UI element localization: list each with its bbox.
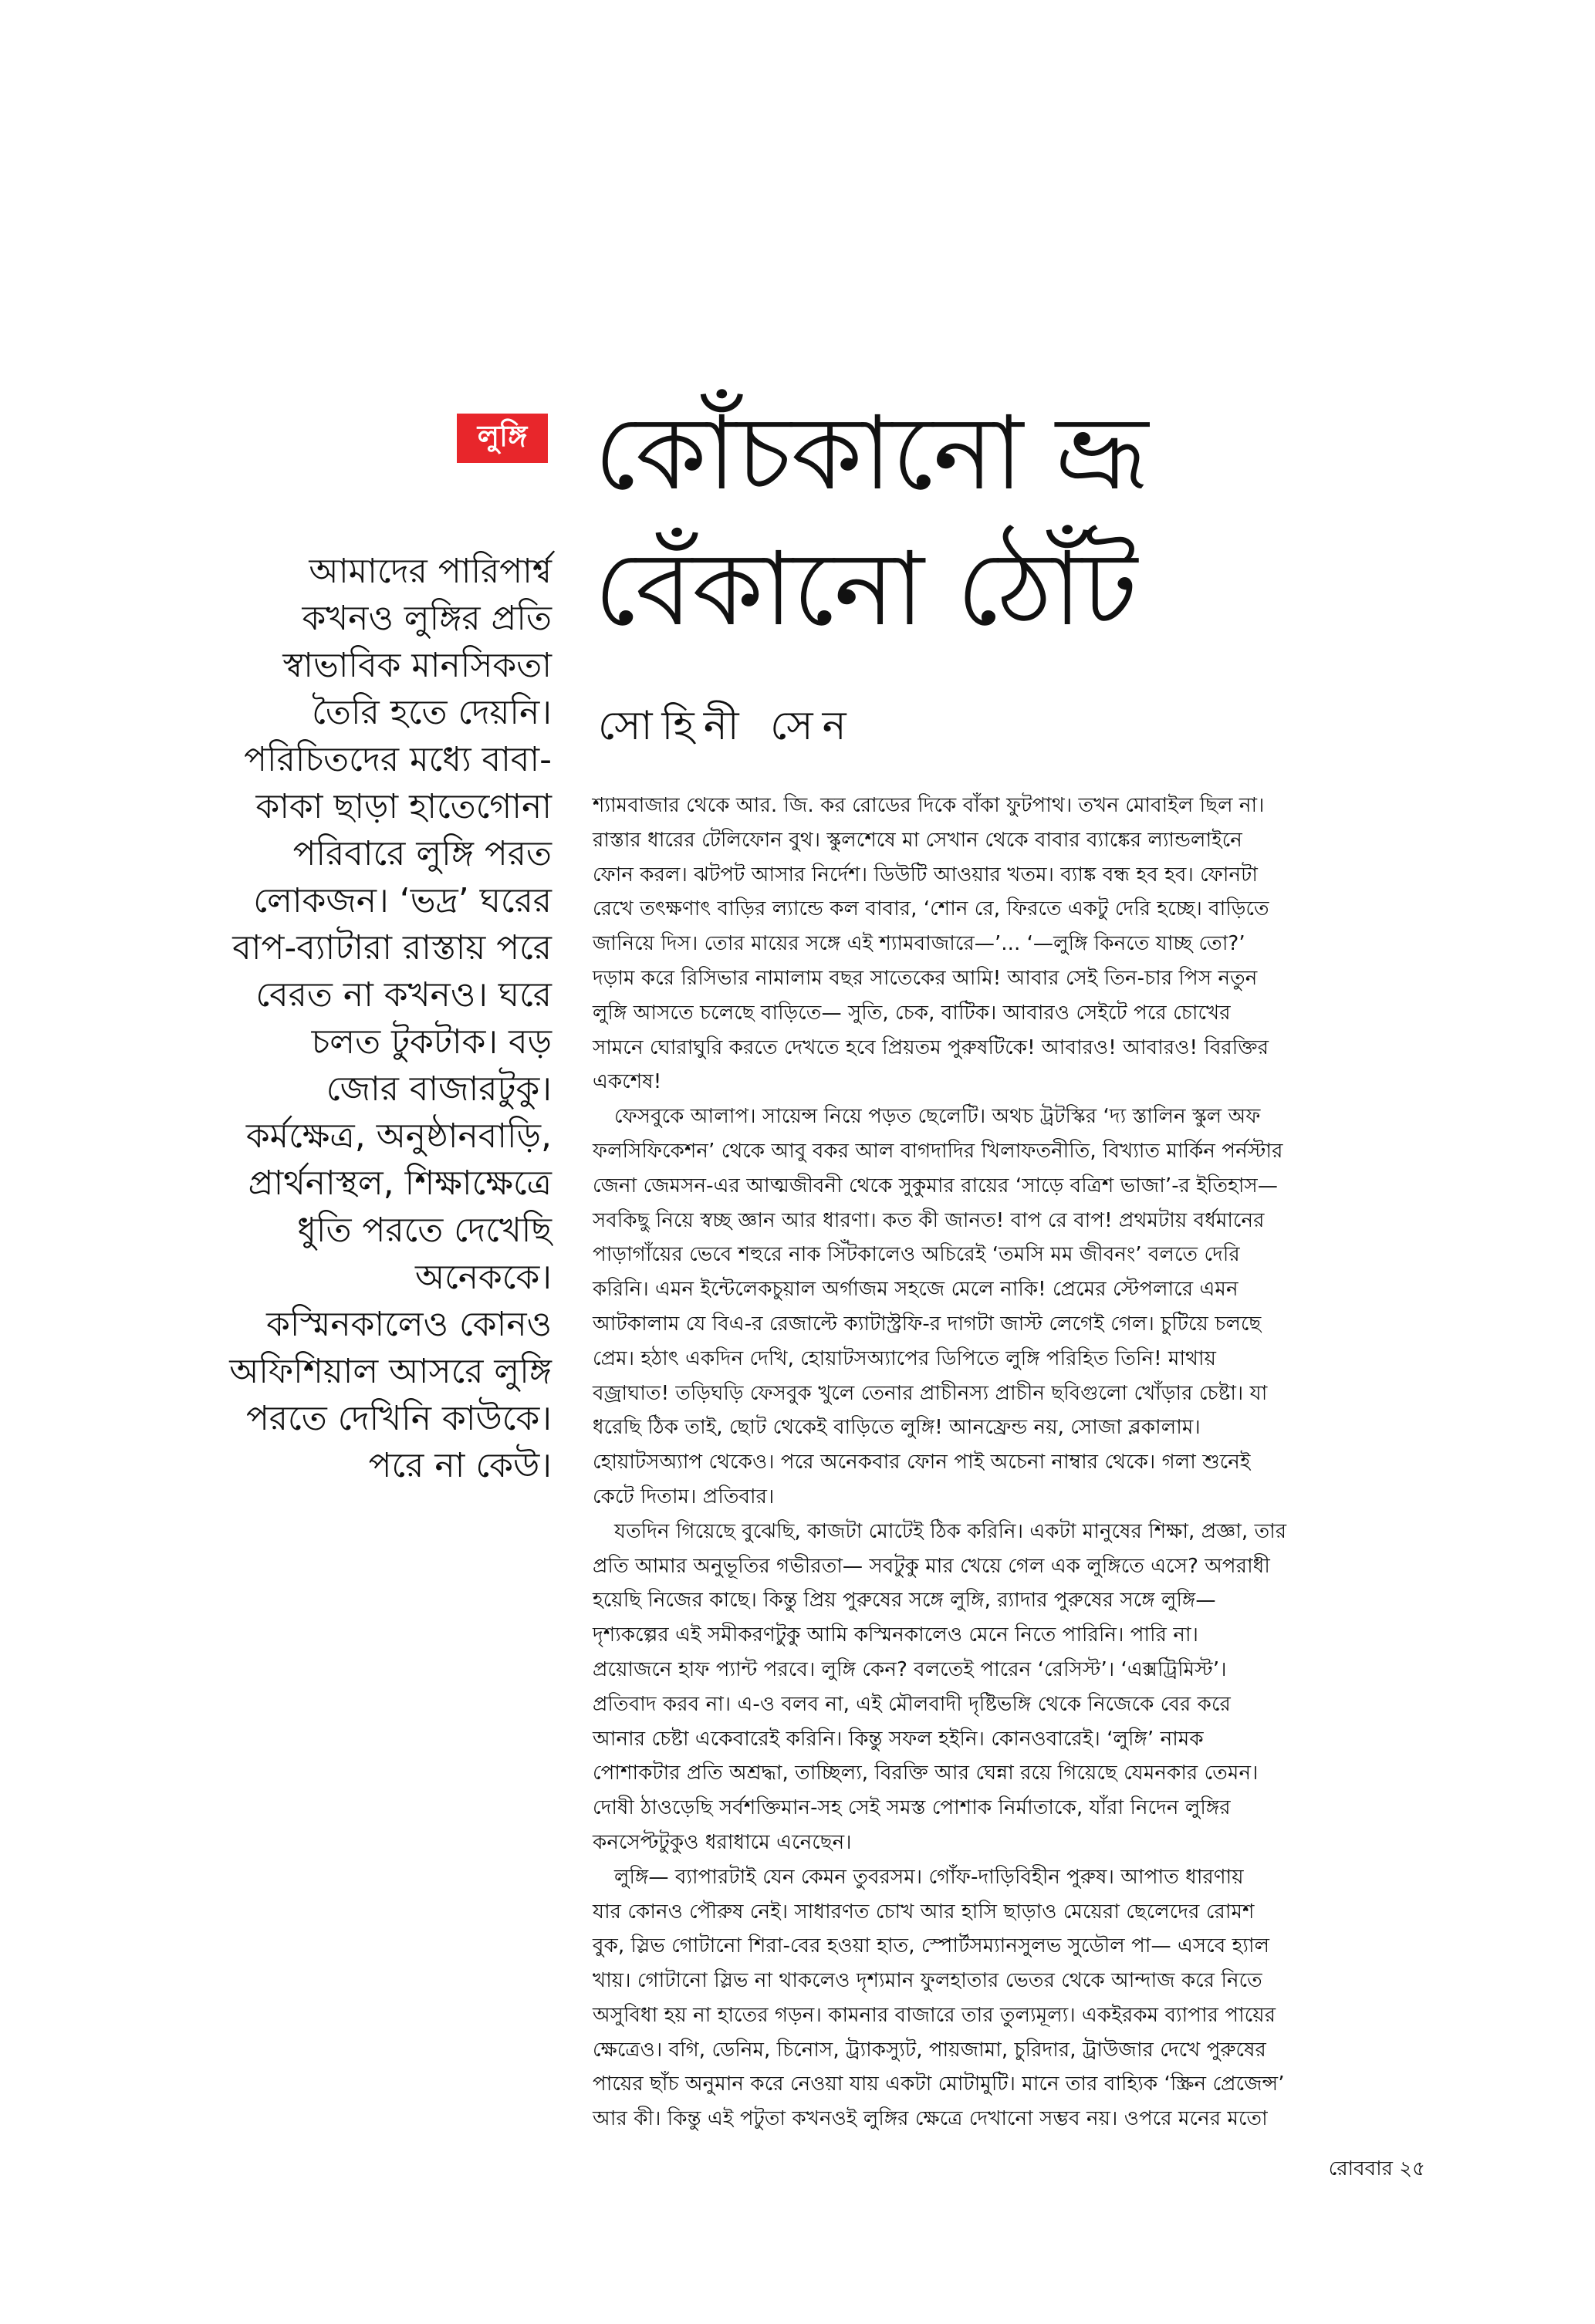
body-line: জেনা জেমসন-এর আত্মজীবনী থেকে সুকুমার রায়ের ‘সাড়ে বত্রিশ ভাজা’-র ইতিহাস— xyxy=(593,1174,1278,1197)
headline xyxy=(594,386,1505,657)
pull-quote-line: কখনও লুঙ্গির প্রতি xyxy=(302,599,552,638)
body-line: রাস্তার ধারের টেলিফোন বুথ। স্কুলশেষে মা সেখান থেকে বাবার ব্যাঙ্কের ল্যান্ডলাইনে xyxy=(593,828,1242,852)
body-line: সামনে ঘোরাঘুরি করতে দেখতে হবে প্রিয়তম পুরুষটিকে! আবারও! আবারও! বিরক্তির xyxy=(593,1035,1269,1059)
body-line: দোষী ঠাওড়েছি সর্বশক্তিমান-সহ সেই সমস্ত পোশাক নির্মাতাকে, যাঁরা নিদেন লুঙ্গির xyxy=(593,1796,1231,1820)
pull-quote-line: কাকা ছাড়া হাতেগোনা xyxy=(255,787,552,826)
pull-quote-line: পরে না কেউ। xyxy=(368,1446,552,1485)
body-line: দৃশ্যকল্পের এই সমীকরণটুকু আমি কস্মিনকালেও মেনে নিতে পারিনি। পারি না। xyxy=(593,1623,1198,1647)
pull-quote-line: বেরত না কখনও। ঘরে xyxy=(255,975,552,1015)
pull-quote-line: বাপ-ব্যাটারা রাস্তায় পরে xyxy=(232,928,552,968)
body-line: লুঙ্গি আসতে চলেছে বাড়িতে— সুতি, চেক, বাটিক। আবারও সেইটে পরে চোখের xyxy=(593,1001,1231,1025)
body-line: সবকিছু নিয়ে স্বচ্ছ জ্ঞান আর ধারণা। কত কী জানত! বাপ রে বাপ! প্রথমটায় বর্ধমানের xyxy=(593,1208,1265,1232)
pull-quote xyxy=(150,548,552,1489)
body-line: ক্ষেত্রেও। বগি, ডেনিম, চিনোস, ট্র্যাকস্যুট, পায়জামা, চুরিদার, ট্রাউজার দেখে পুরুষের xyxy=(593,2038,1266,2062)
pull-quote-line: জোর বাজারটুকু। xyxy=(326,1069,552,1109)
pull-quote-line: কর্মক্ষেত্র, অনুষ্ঠানবাড়ি, xyxy=(245,1116,552,1156)
body-line: রেখে তৎক্ষণাৎ বাড়ির ল্যান্ডে কল বাবার, ‘শোন রে, ফিরতে একটু দেরি হচ্ছে। বাড়িতে xyxy=(593,897,1269,921)
pull-quote-line: লোকজন। ‘ভদ্র’ ঘরের xyxy=(253,881,552,920)
body-line: খায়। গোটানো স্লিভ না থাকলেও দৃশ্যমান ফুলহাতার ভেতর থেকে আন্দাজ করে নিতে xyxy=(593,1969,1262,1993)
body-line: হোয়াটসঅ্যাপ থেকেও। পরে অনেকবার ফোন পাই অচেনা নাম্বার থেকে। গলা শুনেই xyxy=(593,1451,1251,1474)
body-line: হয়েছি নিজের কাছে। কিন্তু প্রিয় পুরুষের সঙ্গে লুঙ্গি, র‍্যাদার পুরুষের সঙ্গে লুঙ্গি— xyxy=(593,1589,1216,1613)
body-line: যার কোনও পৌরুষ নেই। সাধারণত চোখ আর হাসি ছাড়াও মেয়েরা ছেলেদের রোমশ xyxy=(593,1900,1255,1924)
body-line: লুঙ্গি— ব্যাপারটাই যেন কেমন তুবরসম। গোঁফ-দাড়িবিহীন পুরুষ। আপাত ধারণায় xyxy=(614,1865,1244,1889)
body-line: প্রেম। হঠাৎ একদিন দেখি, হোয়াটসঅ্যাপের ডিপিতে লুঙ্গি পরিহিত তিনি! মাথায় xyxy=(593,1346,1217,1370)
body-line: পায়ের ছাঁচ অনুমান করে নেওয়া যায় একটা মোটামুটি। মানে তার বাহ্যিক ‘স্ক্রিন প্রেজেন্স’ xyxy=(593,2072,1285,2096)
pull-quote-line: পরিবারে লুঙ্গি পরত xyxy=(292,834,552,873)
pull-quote-line: প্রার্থনাস্থল, শিক্ষাক্ষেত্রে xyxy=(248,1164,552,1203)
body-line: বজ্রাঘাত! তড়িঘড়ি ফেসবুক খুলে তেনার প্রাচীনস্য প্রাচীন ছবিগুলো খোঁড়ার চেষ্টা। যা xyxy=(593,1381,1268,1405)
byline: সোহিনী সেন xyxy=(598,703,856,749)
body-line: যতদিন গিয়েছে বুঝেছি, কাজটা মোটেই ঠিক করিনি। একটা মানুষের শিক্ষা, প্রজ্ঞা, তার xyxy=(614,1519,1287,1543)
body-line: দড়াম করে রিসিভার নামালাম বছর সাতেকের আমি! আবার সেই তিন-চার পিস নতুন xyxy=(593,966,1258,990)
body-line: ফোন করল। ঝটপট আসার নির্দেশ। ডিউটি আওয়ার খতম। ব্যাঙ্ক বন্ধ হব হব। ফোনটা xyxy=(593,863,1258,887)
body-line: পাড়াগাঁয়ের ভেবে শহুরে নাক সিঁটকালেও অচিরেই ‘তমসি মম জীবনং’ বলতে দেরি xyxy=(593,1243,1240,1267)
body-line: কনসেপ্টটুকুও ধরাধামে এনেছেন। xyxy=(593,1830,852,1854)
body-line: করিনি। এমন ইন্টেলেকচুয়াল অর্গাজম সহজে মেলে নাকি! প্রেমের স্টেপলারে এমন xyxy=(593,1278,1238,1302)
body-paragraph-3 xyxy=(593,1515,1426,1860)
pull-quote-line: চলত টুকটাক। বড় xyxy=(311,1022,552,1062)
body-line: প্রতিবাদ করব না। এ-ও বলব না, এই মৌলবাদী দৃষ্টিভঙ্গি থেকে নিজেকে বের করে xyxy=(593,1692,1231,1716)
body-line: প্রয়োজনে হাফ প্যান্ট পরবে। লুঙ্গি কেন? বলতেই পারেন ‘রেসিস্ট’। ‘এক্সট্রিমিস্ট’। xyxy=(593,1657,1227,1681)
pull-quote-line: স্বাভাবিক মানসিকতা xyxy=(282,646,552,685)
body-paragraph-1 xyxy=(593,789,1426,1100)
pull-quote-line: অফিশিয়াল আসরে লুঙ্গি xyxy=(229,1352,552,1391)
pull-quote-line: কস্মিনকালেও কোনও xyxy=(266,1305,552,1344)
body-line: প্রতি আমার অনুভূতির গভীরতা— সবটুকু মার খেয়ে গেল এক লুঙ্গিতে এসে? অপরাধী xyxy=(593,1554,1270,1578)
body-line: বুক, স্লিভ গোটানো শিরা-বের হওয়া হাত, স্পোর্টসম্যানসুলভ সুডৌল পা— এসবে হ্যাল xyxy=(593,1934,1270,1958)
body-line: আর কী। কিন্তু এই পটুতা কখনওই লুঙ্গির ক্ষেত্রে দেখানো সম্ভব নয়। ওপরে মনের মতো xyxy=(593,2107,1268,2131)
page-folio: রোববার ২৫ xyxy=(1328,2157,1425,2180)
body-line: জানিয়ে দিস। তোর মায়ের সঙ্গে এই শ্যামবাজারে—’... ‘—লুঙ্গি কিনতে যাচ্ছ তো?’ xyxy=(593,932,1245,956)
pull-quote-line: পরিচিতদের মধ্যে বাবা- xyxy=(244,740,552,779)
body-line: শ্যামবাজার থেকে আর. জি. কর রোডের দিকে বাঁকা ফুটপাথ। তখন মোবাইল ছিল না। xyxy=(593,794,1265,817)
article-body xyxy=(593,789,1426,2137)
pull-quote-line: অনেককে। xyxy=(414,1258,552,1297)
pull-quote-line: তৈরি হতে দেয়নি। xyxy=(312,693,552,732)
body-paragraph-2 xyxy=(593,1100,1426,1515)
body-line: ধরেছি ঠিক তাই, ছোট থেকেই বাড়িতে লুঙ্গি! আনফ্রেন্ড নয়, সোজা ব্লকালাম। xyxy=(593,1416,1201,1440)
pull-quote-line: ধুতি পরতে দেখেছি xyxy=(297,1211,552,1250)
body-line: ফলসিফিকেশন’ থেকে আবু বকর আল বাগদাদির খিলাফতনীতি, বিখ্যাত মার্কিন পর্নস্টার xyxy=(593,1139,1283,1163)
body-line: কেটে দিতাম। প্রতিবার। xyxy=(593,1485,775,1508)
headline-line-2: বেঁকানো ঠোঁট xyxy=(594,530,1138,649)
body-line: অসুবিধা হয় না হাতের গড়ন। কামনার বাজারে তার তুল্যমূল্য। একইরকম ব্যাপার পায়ের xyxy=(593,2003,1276,2027)
body-line: আটকালাম যে বিএ-র রেজাল্টে ক্যাটাস্ট্রফি-র দাগটা জাস্ট লেগেই গেল। চুটিয়ে চলছে xyxy=(593,1312,1262,1336)
body-paragraph-4 xyxy=(593,1860,1426,2137)
headline-line-1: কোঁচকানো ভ্রূ xyxy=(594,394,1149,513)
body-line: আনার চেষ্টা একেবারেই করিনি। কিন্তু সফল হইনি। কোনওবারেই। ‘লুঙ্গি’ নামক xyxy=(593,1727,1204,1751)
body-line: একশেষ! xyxy=(593,1070,662,1094)
pull-quote-line: পরতে দেখিনি কাউকে। xyxy=(245,1399,552,1438)
section-tag: লুঙ্গি xyxy=(457,414,548,463)
pull-quote-line: আমাদের পারিপার্শ্ব xyxy=(309,552,552,591)
body-line: ফেসবুকে আলাপ। সায়েন্স নিয়ে পড়ত ছেলেটি। অথচ ট্রটস্কির ‘দ্য স্তালিন স্কুল অফ xyxy=(614,1105,1261,1129)
body-line: পোশাকটার প্রতি অশ্রদ্ধা, তাচ্ছিল্য, বিরক্তি আর ঘেন্না রয়ে গিয়েছে যেমনকার তেমন। xyxy=(593,1762,1259,1785)
